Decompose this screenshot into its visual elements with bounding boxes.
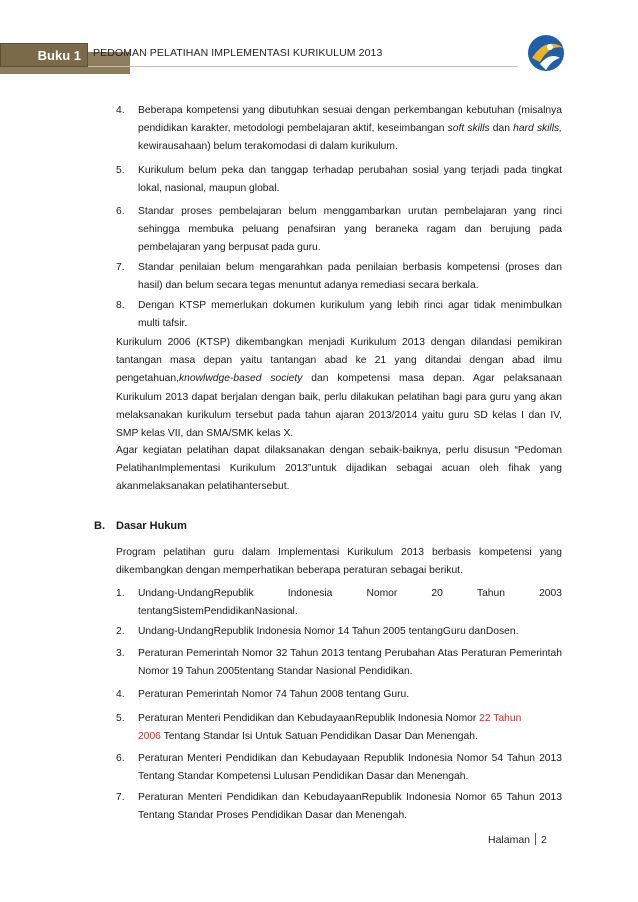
list-item: Undang-UndangRepublik Indonesia Nomor 20 Tahun 2003 tentangSistemPendidikanNasional. <box>138 588 562 618</box>
paragraph-curriculum: Kurikulum 2006 (KTSP) dikembangkan menjadi Kurikulum 2013 dengan dilandasi pemikiran tantangan masa depan yaitu tantangan abad ke 21 yang ditandai dengan abad ilmu pengetahuan,knowlwdge-based society dan kompetensi masa depan. Agar pelaksanaan Kurikulum 2013 dapat berjalan dengan baik, perlu dilakukan pelatihan bagi para guru yang akan melaksanakan kurikulum tersebut pada tahun ajaran 2013/2014 yaitu guru SD kelas I dan IV, SMP kelas VII, dan SMA/SMK kelas X. <box>116 337 562 440</box>
list-item: Peraturan Menteri Pendidikan dan KebudayaanRepublik Indonesia Nomor 65 Tahun 2013 Tentang Standar Proses Pendidikan Dasar dan Menengah. <box>138 792 562 822</box>
header-divider <box>88 66 518 67</box>
header-title: PEDOMAN PELATIHAN IMPLEMENTASI KURIKULUM 2013 <box>93 47 383 59</box>
list-item-number: 5. <box>116 713 125 724</box>
list-item: Standar proses pembelajaran belum menggambarkan urutan pembelajaran yang rinci sehingga membuka peluang penafsiran yang beraneka ragam dan berujung pada pembelajaran yang berpusat pada guru. <box>138 206 562 254</box>
list-item: Dengan KTSP memerlukan dokumen kurikulum yang lebih rinci agar tidak menimbulkan multi tafsir. <box>138 300 562 330</box>
list-item: Peraturan Pemerintah Nomor 32 Tahun 2013 tentang Perubahan Atas Peraturan Pemerintah Nomor 19 Tahun 2005tentang Standar Nasional Pendidikan. <box>138 648 562 678</box>
section-title: Dasar Hukum <box>116 520 187 532</box>
list-item: Beberapa kompetensi yang dibutuhkan sesuai dengan perkembangan kebutuhan (misalnya pendidikan karakter, metodologi pembelajaran aktif, keseimbangan soft skills dan hard skills, kewirausahaan) belum terakomodasi di dalam kurikulum. <box>138 105 563 153</box>
paragraph-guideline: Agar kegiatan pelatihan dapat dilaksanakan dengan sebaik-baiknya, perlu disusun “Pedoman PelatihanImplementasi Kurikulum 2013”untuk dijadikan sebagai acuan oleh fihak yang akanmelaksanakan pelatihantersebut. <box>116 445 562 493</box>
list-item-number: 4. <box>116 689 125 700</box>
footer-separator <box>535 833 536 845</box>
section-letter: B. <box>94 520 105 532</box>
list-item-number: 7. <box>116 262 125 273</box>
list-item-number: 4. <box>116 105 125 116</box>
list-item: Kurikulum belum peka dan tanggap terhadap perubahan sosial yang terjadi pada tingkat lokal, nasional, maupun global. <box>138 165 562 195</box>
book-label: Buku 1 <box>0 43 88 67</box>
page-number: 2 <box>541 834 547 846</box>
list-item: Undang-UndangRepublik Indonesia Nomor 14 Tahun 2005 tentangGuru danDosen. <box>138 626 519 637</box>
list-item-number: 1. <box>116 588 125 599</box>
section-intro: Program pelatihan guru dalam Implementasi Kurikulum 2013 berbasis kompetensi yang dikembangkan dengan memperhatikan beberapa peraturan sebagai berikut. <box>116 547 562 577</box>
page-label: Halaman <box>488 834 531 846</box>
list-item: Peraturan Menteri Pendidikan dan KebudayaanRepublik Indonesia Nomor 22 Tahun 2006 Tentang Standar Isi Untuk Satuan Pendidikan Dasar Dan Menengah. <box>138 713 522 743</box>
list-item: Standar penilaian belum mengarahkan pada penilaian berbasis kompetensi (proses dan hasil) dan belum secara tegas menuntut adanya remediasi secara berkala. <box>138 262 562 292</box>
list-item-number: 6. <box>116 753 125 764</box>
kemdikbud-logo-icon <box>520 28 570 78</box>
list-item-number: 5. <box>116 165 125 176</box>
list-item-number: 8. <box>116 300 125 311</box>
list-item: Peraturan Pemerintah Nomor 74 Tahun 2008 tentang Guru. <box>138 689 410 700</box>
list-item-number: 3. <box>116 648 125 659</box>
list-item-number: 7. <box>116 792 125 803</box>
list-item-number: 2. <box>116 626 125 637</box>
list-item-number: 6. <box>116 206 125 217</box>
list-item: Peraturan Menteri Pendidikan dan Kebudayaan Republik Indonesia Nomor 54 Tahun 2013 Tentang Standar Kompetensi Lulusan Pendidikan Dasar dan Menengah. <box>138 753 562 783</box>
page-footer <box>488 833 547 846</box>
